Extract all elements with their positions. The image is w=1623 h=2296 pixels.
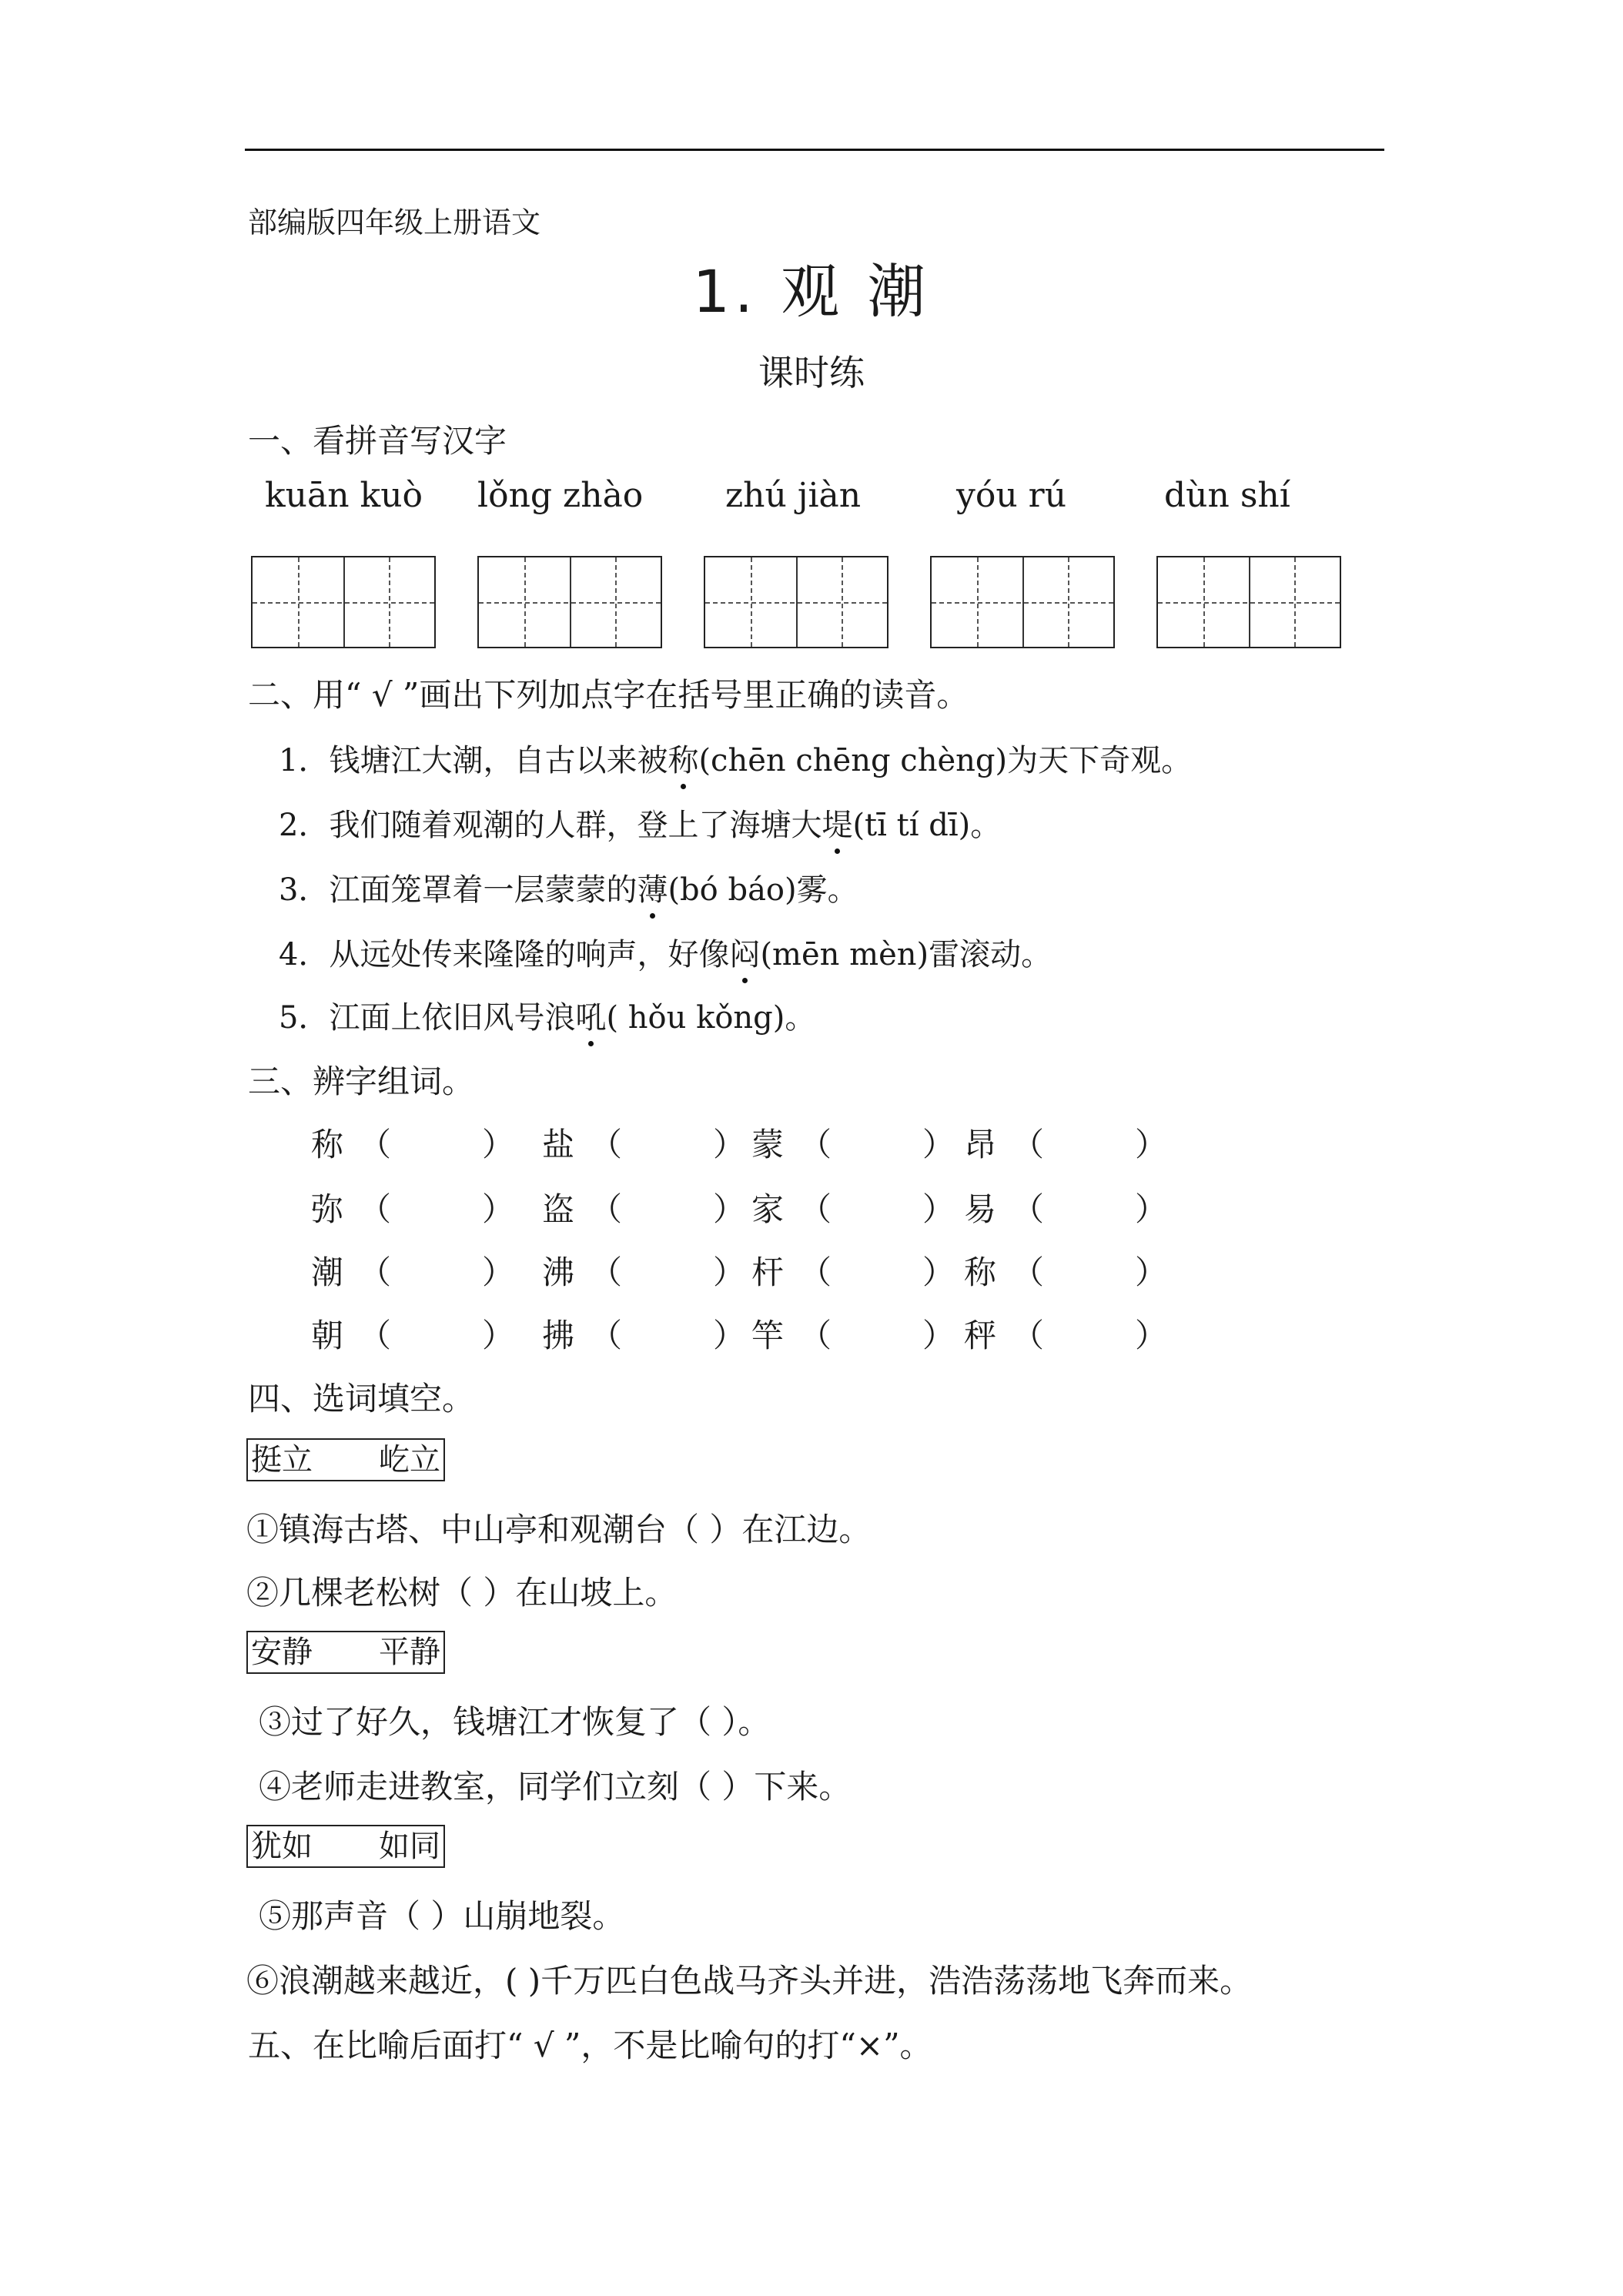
reading-question-2[interactable]	[279, 801, 1001, 845]
word-char: 秤	[964, 1317, 997, 1354]
dotted-char: 闷	[729, 930, 760, 974]
open-paren[interactable]: （	[359, 1126, 392, 1163]
word-char: 沸	[542, 1253, 575, 1291]
word-char: 易	[964, 1190, 997, 1228]
word-char: 蒙	[751, 1126, 785, 1163]
question-options: (chēn chēng chèng)为天下奇观。	[698, 743, 1193, 778]
open-paren[interactable]: （	[1012, 1190, 1045, 1228]
word-char: 称	[964, 1253, 997, 1291]
fill-sentence-3[interactable]: ③过了好久，钱塘江才恢复了（ ）。	[259, 1703, 771, 1741]
word-char: 朝	[311, 1317, 344, 1354]
word-choice: 平静	[379, 1635, 440, 1670]
close-paren: ）	[713, 1253, 746, 1291]
open-paren[interactable]: （	[799, 1253, 832, 1291]
word-choice: 安静	[251, 1635, 313, 1670]
section5-heading: 五、在比喻后面打“ √ ”，不是比喻句的打“×”。	[248, 2027, 932, 2064]
word-choice-box-1	[246, 1438, 445, 1481]
word-choice: 如同	[379, 1829, 440, 1864]
open-paren[interactable]: （	[1012, 1126, 1045, 1163]
close-paren: ）	[922, 1253, 955, 1291]
writing-grid-1[interactable]	[251, 556, 436, 648]
fill-sentence-4[interactable]: ④老师走进教室，同学们立刻（ ）下来。	[259, 1768, 852, 1806]
section4-heading: 四、选词填空。	[248, 1380, 475, 1417]
close-paren: ）	[1135, 1190, 1168, 1228]
reading-question-4[interactable]	[279, 930, 1052, 974]
reading-question-3[interactable]	[279, 865, 858, 909]
close-paren: ）	[713, 1317, 746, 1354]
word-char: 潮	[311, 1253, 344, 1291]
question-options: ( hǒu kǒng)。	[606, 1000, 816, 1036]
fill-sentence-5[interactable]: ⑤那声音（ ）山崩地裂。	[259, 1897, 625, 1935]
close-paren: ）	[713, 1190, 746, 1228]
question-text: 2．我们随着观潮的人群，登上了海塘大	[279, 808, 822, 843]
question-text: 4．从远处传来隆隆的响声，好像	[279, 937, 730, 972]
open-paren[interactable]: （	[359, 1253, 392, 1291]
page-title: 1. 观 潮	[692, 257, 931, 326]
close-paren: ）	[482, 1317, 515, 1354]
word-char: 竿	[751, 1317, 785, 1354]
word-char: 盐	[542, 1126, 575, 1163]
question-options: (bó báo)雾。	[668, 872, 858, 908]
dotted-char: 薄	[637, 865, 668, 909]
dotted-char: 堤	[822, 801, 852, 845]
open-paren[interactable]: （	[799, 1126, 832, 1163]
word-choice: 屹立	[379, 1442, 440, 1478]
word-char: 昂	[964, 1126, 997, 1163]
word-char: 称	[311, 1126, 344, 1163]
question-text: 3．江面笼罩着一层蒙蒙的	[279, 872, 637, 908]
close-paren: ）	[922, 1190, 955, 1228]
word-choice-box-2	[246, 1631, 445, 1674]
section3-heading: 三、辨字组词。	[248, 1063, 475, 1100]
reading-question-1[interactable]	[279, 736, 1192, 780]
open-paren[interactable]: （	[799, 1317, 832, 1354]
close-paren: ）	[1135, 1126, 1168, 1163]
pinyin-2: lǒng zhào	[477, 476, 644, 515]
question-text: 1．钱塘江大潮，自古以来被	[279, 743, 668, 778]
writing-grid-3[interactable]	[704, 556, 888, 648]
open-paren[interactable]: （	[590, 1126, 623, 1163]
word-choice: 挺立	[251, 1442, 313, 1478]
question-options: (tī tí dī)。	[852, 808, 1002, 843]
writing-grid-2[interactable]	[477, 556, 662, 648]
word-char: 盗	[542, 1190, 575, 1228]
word-char: 弥	[311, 1190, 344, 1228]
word-char: 拂	[542, 1317, 575, 1354]
close-paren: ）	[482, 1253, 515, 1291]
open-paren[interactable]: （	[1012, 1317, 1045, 1354]
open-paren[interactable]: （	[359, 1190, 392, 1228]
dotted-char: 称	[668, 736, 698, 780]
open-paren[interactable]: （	[1012, 1253, 1045, 1291]
close-paren: ）	[482, 1126, 515, 1163]
page-subtitle: 课时练	[758, 352, 865, 393]
fill-sentence-1[interactable]: ①镇海古塔、中山亭和观潮台（ ）在江边。	[246, 1511, 872, 1548]
open-paren[interactable]: （	[590, 1317, 623, 1354]
pinyin-4: yóu rú	[956, 476, 1067, 515]
close-paren: ）	[1135, 1317, 1168, 1354]
header-text: 部编版四年级上册语文	[248, 206, 541, 239]
pinyin-5: dùn shí	[1164, 476, 1290, 515]
word-choice-box-3	[246, 1825, 445, 1868]
writing-grid-4[interactable]	[930, 556, 1115, 648]
word-char: 家	[751, 1190, 785, 1228]
writing-grid-5[interactable]	[1156, 556, 1341, 648]
question-options: (mēn mèn)雷滚动。	[760, 937, 1052, 972]
question-text: 5．江面上依旧风号浪	[279, 1000, 576, 1036]
close-paren: ）	[922, 1126, 955, 1163]
word-choice: 犹如	[251, 1829, 313, 1864]
dotted-char: 吼	[575, 993, 606, 1037]
open-paren[interactable]: （	[590, 1190, 623, 1228]
close-paren: ）	[922, 1317, 955, 1354]
pinyin-3: zhú jiàn	[725, 476, 862, 515]
close-paren: ）	[713, 1126, 746, 1163]
top-rule	[245, 149, 1384, 151]
section2-heading: 二、用“ √ ”画出下列加点字在括号里正确的读音。	[248, 676, 969, 714]
reading-question-5[interactable]	[279, 993, 815, 1037]
close-paren: ）	[1135, 1253, 1168, 1291]
open-paren[interactable]: （	[799, 1190, 832, 1228]
open-paren[interactable]: （	[590, 1253, 623, 1291]
fill-sentence-2[interactable]: ②几棵老松树（ ）在山坡上。	[246, 1574, 678, 1612]
open-paren[interactable]: （	[359, 1317, 392, 1354]
pinyin-1: kuān kuò	[265, 476, 423, 515]
section1-heading: 一、看拼音写汉字	[248, 422, 507, 460]
fill-sentence-6[interactable]: ⑥浪潮越来越近，( )千万匹白色战马齐头并进，浩浩荡荡地飞奔而来。	[246, 1962, 1253, 2000]
close-paren: ）	[482, 1190, 515, 1228]
word-char: 杆	[751, 1253, 785, 1291]
